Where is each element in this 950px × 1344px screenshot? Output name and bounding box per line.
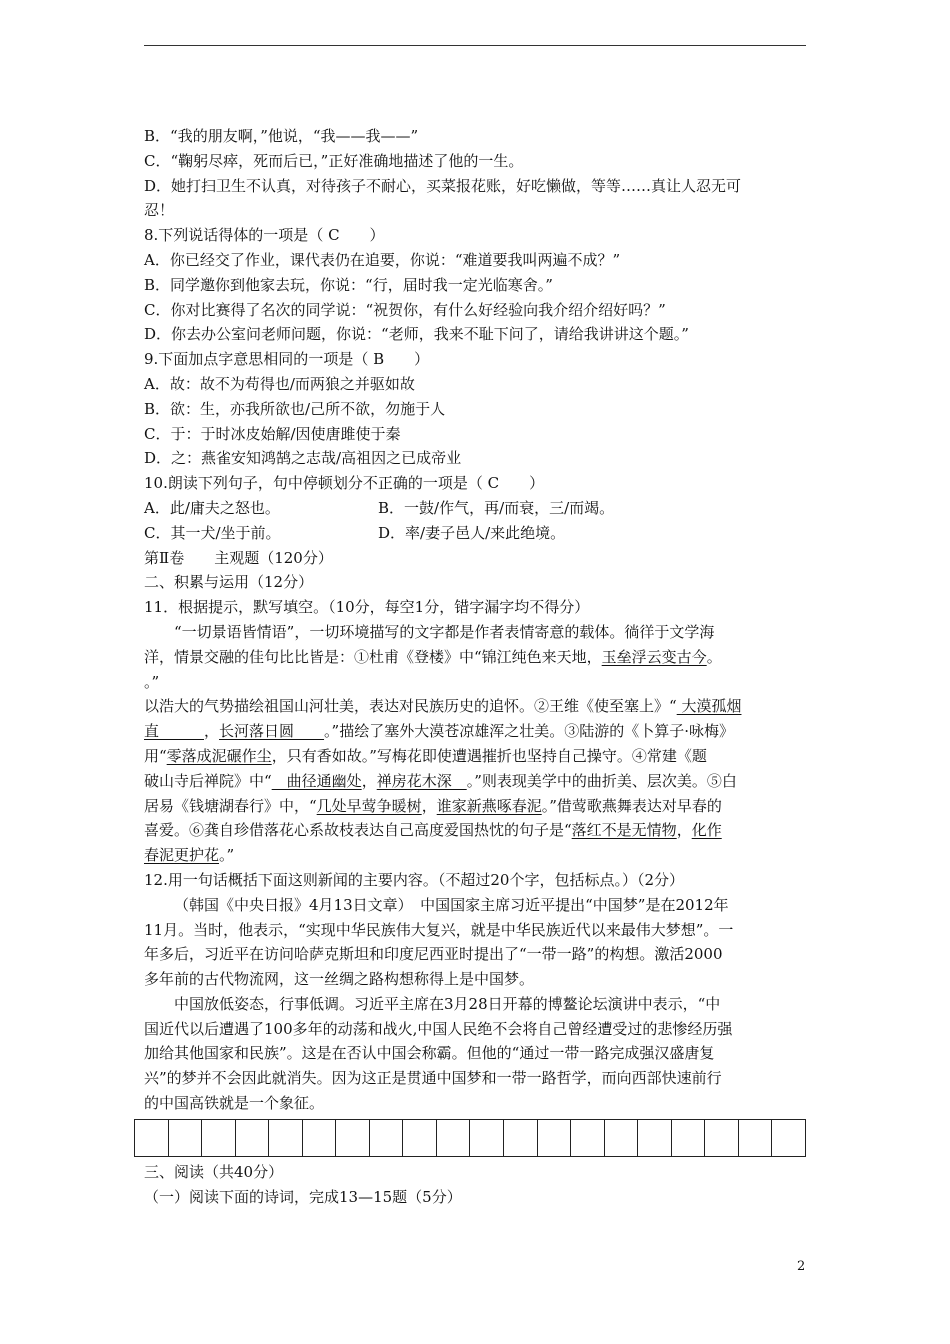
option-right: B．一鼓/作气，再/而衰，三/而竭。 (378, 498, 615, 517)
q11-passage (144, 620, 808, 868)
page-number: 2 (797, 1259, 806, 1274)
answer-box[interactable] (269, 1120, 303, 1156)
passage-text: 居易《钱塘湖春行》中，“ (144, 796, 317, 815)
answer-box[interactable] (470, 1120, 504, 1156)
passage-text: 。” (219, 846, 235, 865)
passage-text: 。”借莺歌燕舞表达对早春的 (541, 796, 722, 815)
header-rule (144, 45, 806, 46)
answer-box[interactable] (403, 1120, 437, 1156)
text-line: A．故：故不为苟得也/而两狼之并驱如故 (144, 374, 415, 393)
passage-text: 。”则表现美学中的曲折美、层次美。⑤白 (466, 771, 737, 790)
q10-options (144, 496, 808, 546)
passage-line (144, 719, 808, 744)
answer-box[interactable] (672, 1120, 706, 1156)
answer-box[interactable] (202, 1120, 236, 1156)
text-line: B．“我的朋友啊，”他说，“我——我——” (144, 127, 419, 145)
text-line: D．你去办公室问老师问题，你说：“老师，我来不耻下问了，请给我讲讲这个题。” (144, 325, 689, 344)
answer-box[interactable] (236, 1120, 270, 1156)
text-line: C．于：于时冰皮始解/因使唐雎使于秦 (144, 424, 401, 443)
passage-text: 用“ (144, 746, 167, 765)
reading-section (144, 1160, 808, 1210)
text-line: C．“鞠躬尽瘁，死而后已，”正好准确地描述了他的一生。 (144, 151, 524, 170)
passage-text: 。” (144, 672, 160, 691)
reading-subheading: （一）阅读下面的诗词，完成13—15题（5分） (144, 1187, 462, 1206)
text-line: C．你对比赛得了名次的同学说：“祝贺你，有什么好经验向我介绍介绍好吗？” (144, 300, 666, 319)
news-line: 中国放低姿态，行事低调。习近平主席在3月28日开幕的博鳌论坛演讲中表示，“中 (174, 994, 721, 1013)
news-line: 11月。当时，他表示，“实现中华民族伟大复兴，就是中华民族近代以来最伟大梦想”。一 (144, 920, 734, 939)
option-right: D．率/妻子邑人/来此绝境。 (378, 523, 566, 542)
passage-line (144, 769, 808, 794)
section-part2-heading: 第Ⅱ卷 主观题（120分） (144, 548, 333, 567)
news-line: 国近代以后遭遇了100多年的动荡和战火,中国人民绝不会将自己曾经遭受过的悲惨经历强 (144, 1019, 733, 1038)
text-line: A．你已经交了作业，课代表仍在追要，你说：“难道要我叫两遍不成？” (144, 250, 621, 269)
answer-fill: 玉垒浮云变古今 (601, 647, 707, 666)
passage-text: ， (361, 771, 377, 790)
q12-news-passage (144, 893, 808, 1116)
text-line: 8.下列说话得体的一项是（ C ） (144, 226, 385, 245)
answer-fill: 谁家新燕啄春泥 (436, 796, 542, 815)
passage-line (144, 694, 808, 719)
passage-text: 以浩大的气势描绘祖国山河壮美，表达对民族历史的追怀。②王维《使至塞上》“ (144, 697, 677, 716)
section-accumulation-heading: 二、积累与运用（12分） (144, 573, 314, 592)
answer-fill: 大漠孤烟 (676, 697, 742, 716)
option-row (144, 521, 808, 546)
q12-title: 12.用一句话概括下面这则新闻的主要内容。（不超过20个字，包括标点。）（2分） (144, 870, 684, 889)
text-line: D．之：燕雀安知鸿鹄之志哉/高祖因之已成帝业 (144, 449, 462, 468)
passage-line (144, 645, 808, 670)
text-line: B．欲：生，亦我所欲也/己所不欲，勿施于人 (144, 399, 446, 418)
answer-box[interactable] (605, 1120, 639, 1156)
news-line: 年多后，习近平在访问哈萨克斯坦和印度尼西亚时提出了“一带一路”的构想。激活2000 (144, 945, 723, 964)
document-body (144, 124, 808, 1116)
passage-text: ，只有香如故。”写梅花即使遭遇摧折也坚持自己操守。④常建《题 (271, 746, 707, 765)
passage-text: ， (676, 821, 692, 840)
section-reading-heading: 三、阅读（共40分） (144, 1163, 284, 1181)
news-line: 多年前的古代物流网，这一丝绸之路构想称得上是中国梦。 (144, 970, 535, 989)
passage-text: 破山寺后禅院》中“ (144, 771, 272, 790)
news-line: 加给其他国家和民族”。这是在否认中国会称霸。但他的“通过一带一路完成强汉盛唐复 (144, 1044, 715, 1063)
answer-box[interactable] (772, 1120, 805, 1156)
answer-box[interactable] (336, 1120, 370, 1156)
text-line: B．同学邀你到他家去玩，你说：“行，届时我一定光临寒舍。” (144, 275, 553, 294)
passage-line (144, 744, 808, 769)
passage-line (144, 620, 808, 645)
passage-text: “一切景语皆情语”，一切环境描写的文字都是作者表情寄意的载体。徜徉于文学海 (174, 622, 715, 641)
passage-text: 。 (706, 647, 722, 666)
answer-box[interactable] (370, 1120, 404, 1156)
option-left: C．其一犬/坐于前。 (144, 523, 281, 542)
answer-box[interactable] (135, 1120, 169, 1156)
answer-fill: 长河落日圆 (219, 722, 325, 741)
answer-box[interactable] (504, 1120, 538, 1156)
answer-box[interactable] (571, 1120, 605, 1156)
answer-box[interactable] (638, 1120, 672, 1156)
answer-box[interactable] (303, 1120, 337, 1156)
news-line: 兴”的梦并不会因此就消失。因为这正是贯通中国梦和一带一路哲学，而向西部快速前行 (144, 1069, 722, 1088)
text-line: 忍！ (144, 201, 175, 220)
passage-line (144, 670, 808, 695)
option-left: A．此/庸夫之怒也。 (144, 498, 280, 517)
question-lines (144, 124, 808, 496)
passage-line (144, 818, 808, 843)
option-row (144, 496, 808, 521)
passage-line (144, 843, 808, 868)
news-line: 的中国高铁就是一个象征。 (144, 1094, 325, 1113)
passage-text: ， (204, 722, 220, 741)
answer-fill: 禅房花木深 (376, 771, 467, 790)
q11-title: 11．根据提示，默写填空。（10分，每空1分，错字漏字均不得分） (144, 598, 590, 617)
answer-fill: 春泥更护花 (144, 846, 220, 865)
text-line: D．她打扫卫生不认真，对待孩子不耐心，买菜报花账，好吃懒做，等等……真让人忍无可 (144, 176, 742, 195)
answer-fill: 化作 (691, 821, 722, 840)
passage-line (144, 794, 808, 819)
answer-grid (134, 1119, 806, 1157)
passage-text: 洋，情景交融的佳句比比皆是：①杜甫《登楼》中“锦江纯色来天地， (144, 647, 602, 666)
answer-box[interactable] (169, 1120, 203, 1156)
text-line: 10.朗读下列句子，句中停顿划分不正确的一项是（ C ） (144, 474, 545, 493)
passage-text: 。”描绘了塞外大漠苍凉雄浑之壮美。③陆游的《卜算子·咏梅》 (324, 722, 734, 741)
passage-text: 喜爱。⑥龚自珍借落花心系故枝表达自己高度爱国热忱的句子是“ (144, 821, 572, 840)
answer-fill: 曲径通幽处 (271, 771, 362, 790)
answer-fill: 直 (144, 722, 205, 741)
passage-text: ， (421, 796, 437, 815)
answer-fill: 零落成泥碾作尘 (166, 746, 272, 765)
answer-box[interactable] (437, 1120, 471, 1156)
text-line: 9.下面加点字意思相同的一项是（ B ） (144, 350, 430, 369)
answer-fill: 几处早莺争暖树 (316, 796, 422, 815)
answer-box[interactable] (538, 1120, 572, 1156)
answer-box[interactable] (705, 1120, 739, 1156)
answer-box[interactable] (739, 1120, 773, 1156)
answer-fill: 落红不是无情物 (571, 821, 677, 840)
news-line: （韩国《中央日报》4月13日文章） 中国国家主席习近平提出“中国梦”是在2012年 (174, 895, 729, 914)
